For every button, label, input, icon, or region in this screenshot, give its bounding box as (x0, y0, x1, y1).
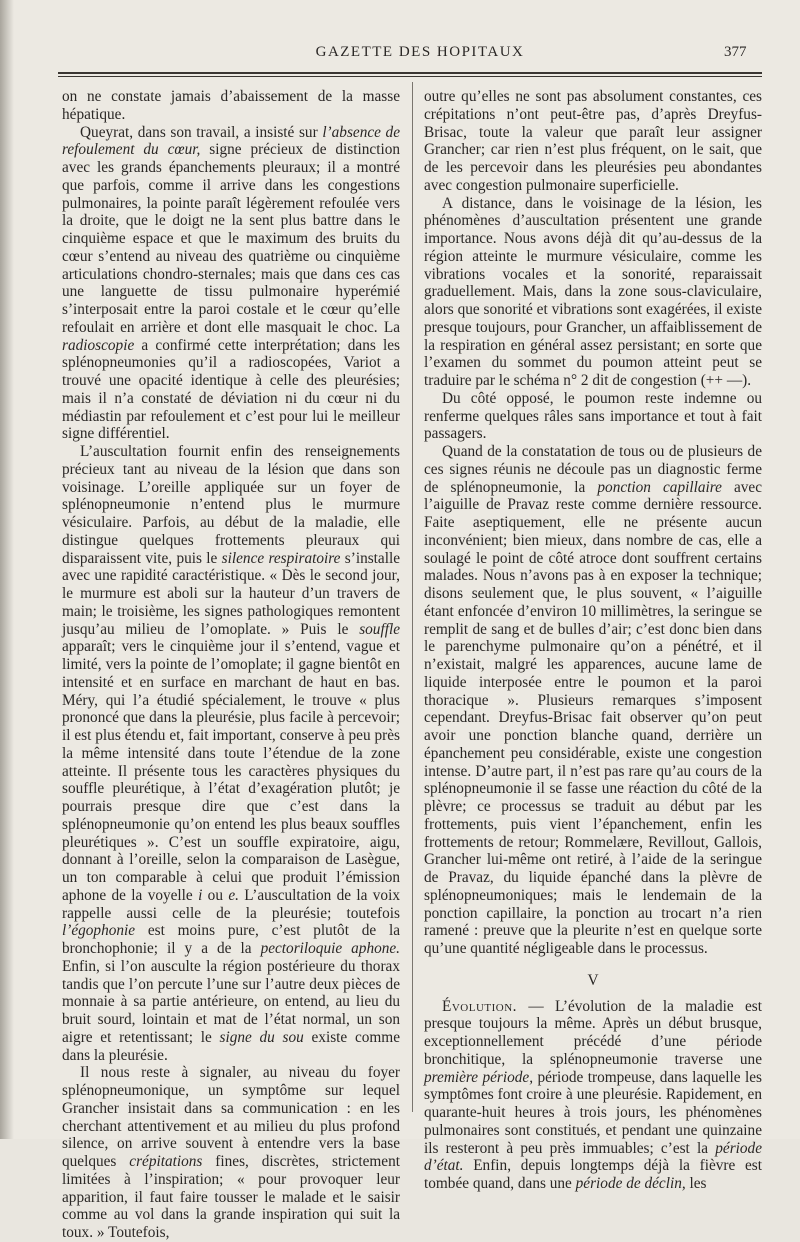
paragraph: outre qu’elles ne sont pas absolument constantes, ces crépitations n’ont peut-être pas, d’après Dreyfus-Brisac, toute la valeur que paraît leur assigner Grancher; car rien n’est plus fréquent, on le sait, que de les percevoir dans les pleurésies peu abondantes avec congestion pulmonaire superficielle. (424, 88, 762, 194)
paragraph: Il nous reste à signaler, au niveau du foyer splénopneumonique, un symptôme sur lequel Grancher insistait dans sa communication : en les cherchant attentivement et au milieu du plus profond silence, on arrive souvent à entendre vers la base quelques crépitations fines, discrètes, strictement limitées à l’inspiration; « pour provoquer leur apparition, il faut faire tousser le malade et le saisir comme au vol dans la grande inspiration qui suit la toux. » Toutefois, (62, 1064, 400, 1241)
paragraph: L’auscultation fournit enfin des renseignements précieux tant au niveau de la lésion que dans son voisinage. L’oreille appliquée sur un foyer de splénopneumonie n’entend plus le murmure vésiculaire. Parfois, au début de la maladie, elle distingue quelques frottements pleuraux qui disparaissent vite, puis le silence respiratoire s’installe avec une rapidité caractéristique. « Dès le second jour, le murmure est aboli sur la hauteur d’un travers de main; le troisième, les signes pathologiques remontent jusqu’au milieu de l’omoplate. » Puis le souffle apparaît; vers le cinquième jour il s’entend, vague et limité, vers la pointe de l’omoplate; il gagne bientôt en intensité et en surface en marchant de haut en bas. Méry, qui l’a étudié spécialement, le trouve « plus prononcé que dans la pleurésie, plus facile à percevoir; il est plus étendu et, fait important, conserve à peu près la même intensité dans toute l’étendue de la zone atteinte. Il présente tous les caractères physiques du souffle pleurétique, à l’état d’exagération plutôt; je pourrais presque dire que c’est dans la splénopneumonie qu’on entend les plus beaux souffles pleurétiques ». C’est un souffle expiratoire, aigu, donnant à l’oreille, selon la comparaison de Lasègue, un ton comparable à celui que produit l’émission aphone de la voyelle i ou e. L’auscultation de la voix rappelle aussi celle de la pleurésie; toutefois l’égophonie est moins pure, c’est plutôt de la bronchophonie; il y a de la pectoriloquie aphone. Enfin, si l’on ausculte la région postérieure du thorax tandis que l’on percute l’une sur l’autre deux pièces de monnaie à sa partie antérieure, on entend, au lieu du bruit sourd, lointain et mat de l’état normal, un son aigre et retentissant; le signe du sou existe comme dans la pleurésie. (62, 443, 401, 1064)
header-rule (58, 72, 762, 74)
running-header: GAZETTE DES HOPITAUX (315, 44, 525, 60)
page-number: 377 (724, 44, 747, 60)
header-rule-thin (58, 76, 762, 77)
paragraph: A distance, dans le voisinage de la lésion, les phénomènes d’auscultation présentent une grande importance. Nous avons déjà dit qu’au-dessus de la région atteinte le murmure vésiculaire, comme les vibrations vocales et la sonorité, reparaissait graduellement. Mais, dans la zone sous-claviculaire, alors que sonorité et vibrations sont exagérées, il existe presque toujours, pour Grancher, un affaiblissement de la respiration en général assez persistant; en sorte que l’examen du sommet du poumon atteint peut se traduire par le schéma n° 2 dit de congestion (++ —). (424, 194, 762, 389)
column-divider (412, 82, 413, 1112)
paragraph: on ne constate jamais d’abaissement de la masse hépatique. (62, 88, 400, 123)
paragraph: Du côté opposé, le poumon reste indemne ou renferme quelques râles sans importance et tout à fait passagers. (424, 389, 762, 443)
left-column (62, 88, 400, 1242)
right-column (424, 88, 762, 1193)
paragraph: Évolution. — L’évolution de la maladie est presque toujours la même. Après un début brusque, exceptionnellement précédé d’une période bronchitique, la splénopneumonie traverse une première période, période trompeuse, dans laquelle les symptômes font croire à une pleurésie. Rapidement, en quarante-huit heures à trois jours, les phénomènes pulmonaires sont constitués, et pendant une quinzaine ils resteront à peu près immuables; c’est la période d’état. Enfin, depuis longtemps déjà la fièvre est tombée quand, dans une période de déclin, les (424, 997, 762, 1192)
section-number: V (587, 971, 599, 989)
binding-shadow (0, 0, 14, 1139)
section-heading: Évolution. (442, 997, 517, 1015)
paragraph: Queyrat, dans son travail, a insisté sur l’absence de refoulement du cœur, signe précieux de distinction avec les grands épanchements pleuraux; il a montré que parfois, comme il arrive dans les congestions pulmonaires, la pointe paraît légèrement refoulée vers la droite, que le doigt ne la sent plus battre dans le cinquième espace et que le maximum des bruits du cœur s’entend au niveau des quatrième ou cinquième articulations chondro-sternales; mais que dans ces cas une languette de tissu pulmonaire hyperémié s’interposait entre la paroi costale et le cœur qu’elle refoulait en arrière et dont elle masquait le choc. La radioscopie a confirmé cette interprétation; dans les splénopneumonies qu’il a radioscopées, Variot a trouvé une opacité identique à celle des pleurésies; mais il n’a constaté de déviation ni du cœur ni du médiastin par refoulement et c’est pour lui le meilleur signe différentiel. (62, 123, 400, 443)
paragraph: Quand de la constatation de tous ou de plusieurs de ces signes réunis ne découle pas un diagnostic ferme de splénopneumonie, la ponction capillaire avec l’aiguille de Pravaz reste comme dernière ressource. Faite aseptiquement, elle ne présente aucun inconvénient; bien mieux, dans nombre de cas, elle a soulagé le point de côté atroce dont souffrent certains malades. Nous n’avons pas à en exposer la technique; disons seulement que, le plus souvent, « l’aiguille étant enfoncée d’environ 10 millimètres, la seringue se remplit de sang et de bulles d’air; c’est donc bien dans le parenchyme pulmonaire qu’on a pénétré, et il n’existait, malgré les apparences, aucune lame de liquide interposée entre le poumon et la paroi thoracique ». Plusieurs remarques s’imposent cependant. Dreyfus-Brisac fait observer qu’on peut avoir une ponction blanche quand, derrière un épanchement peu considérable, existe une congestion intense. D’autre part, il n’est pas rare qu’au cours de la splénopneumonie il se fasse une réaction du côté de la plèvre; ce processus se traduit au début par les frottements, puis vient l’épanchement, enfin les frottements de retour; Rommelære, Revillout, Gallois, Grancher lui-même ont retiré, à l’aide de la seringue de Pravaz, du liquide épanché dans la plèvre de splénopneumoniques; mais le lendemain de la ponction capillaire, la ponction au trocart n’a rien ramené : preuve que la pleurite n’est en quelque sorte qu’une quantité négligeable dans le processus. (424, 443, 763, 957)
